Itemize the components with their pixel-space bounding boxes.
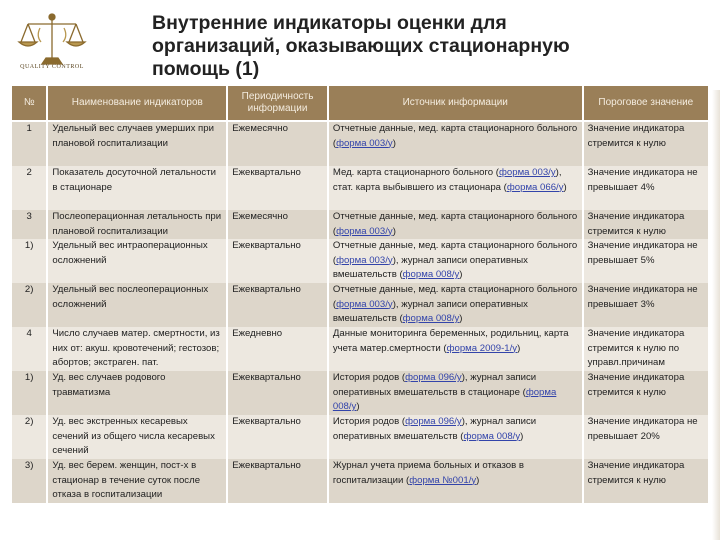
row-number: 2): [12, 283, 48, 327]
indicator-name: Уд. вес случаев родового травматизма: [48, 371, 228, 415]
header-threshold: Пороговое значение: [584, 86, 710, 122]
form-link[interactable]: форма 066/у: [506, 181, 564, 193]
indicator-source: Данные мониторинга беременных, родильниц, карта учета матер.смертности (форма 2009-1/у): [329, 327, 584, 371]
table-row: [12, 415, 710, 459]
header-period: Периодичность информации: [228, 86, 329, 122]
form-link[interactable]: форма 008/у: [332, 386, 557, 412]
indicator-period: Ежеквартально: [228, 239, 329, 283]
form-link[interactable]: форма 003/у: [336, 254, 393, 266]
title-line: Внутренние индикаторы оценки для: [152, 12, 507, 34]
row-number: 4: [12, 327, 48, 371]
logo-caption: QUALITY CONTROL: [20, 64, 84, 70]
form-link[interactable]: форма 003/у: [499, 167, 556, 178]
indicator-period: Ежедневно: [228, 327, 329, 371]
decorative-strip: [712, 90, 720, 540]
threshold-value: Значение индикатора не превышает 20%: [584, 415, 710, 459]
threshold-value: Значение индикатора не превышает 3%: [584, 283, 710, 327]
threshold-value: Значение индикатора стремится к нулю: [584, 210, 710, 239]
scales-icon: [10, 8, 94, 72]
indicator-source: Отчетные данные, мед. карта стационарного больного (форма 003/у): [329, 122, 584, 166]
indicator-period: Ежеквартально: [228, 371, 329, 415]
indicator-name: Удельный вес случаев умерших при плановой госпитализации: [48, 122, 228, 166]
row-number: 2): [12, 415, 48, 459]
row-number: 3: [12, 210, 48, 239]
threshold-value: Значение индикатора стремится к нулю по управл.причинам: [584, 327, 710, 371]
indicator-source: Мед. карта стационарного больного (форма 003/у), стат. карта выбывшего из стационара (форма 066/у): [329, 166, 584, 210]
form-link[interactable]: форма 003/у: [336, 137, 393, 149]
form-link[interactable]: форма 003/у: [336, 298, 393, 310]
indicator-source: Отчетные данные, мед. карта стационарного больного (форма 003/у): [329, 210, 584, 239]
form-link[interactable]: форма 008/у: [463, 430, 521, 442]
table-row: [12, 239, 710, 283]
indicator-period: Ежеквартально: [228, 283, 329, 327]
indicators-table: [12, 86, 710, 503]
form-link[interactable]: форма 008/у: [402, 313, 460, 324]
form-link[interactable]: форма 2009-1/у: [446, 342, 518, 354]
row-number: 1: [12, 122, 48, 166]
table-row: [12, 371, 710, 415]
indicator-name: Показатель досуточной летальности в стационаре: [48, 166, 228, 210]
row-number: 2: [12, 166, 48, 210]
indicator-name: Удельный вес интраоперационных осложнений: [48, 239, 228, 283]
indicator-source: Отчетные данные, мед. карта стационарного больного (форма 003/у), журнал записи оперативных вмешательств (форма 008/у): [329, 283, 584, 327]
threshold-value: Значение индикатора не превышает 4%: [584, 166, 710, 210]
threshold-value: Значение индикатора стремится к нулю: [584, 371, 710, 415]
indicator-period: Ежеквартально: [228, 459, 329, 503]
indicator-period: Ежеквартально: [228, 415, 329, 459]
header-num: №: [12, 86, 48, 122]
title-line: организаций, оказывающих стационарную: [152, 35, 570, 57]
threshold-value: Значение индикатора не превышает 5%: [584, 239, 710, 283]
header-source: Источник информации: [329, 86, 584, 122]
table-row: [12, 283, 710, 327]
form-link[interactable]: форма 096/у: [405, 372, 462, 383]
row-number: 1): [12, 371, 48, 415]
indicator-name: Уд. вес берем. женщин, пост-х в стационар в течение суток после отказа в госпитализации: [48, 459, 228, 503]
row-number: 1): [12, 239, 48, 283]
indicator-name: Послеоперационная летальность при плановой госпитализации: [48, 210, 228, 239]
indicator-name: Число случаев матер. смертности, из них от: акуш. кровотечений; гестозов; абортов; экстраген. пат.: [48, 327, 228, 371]
table-row: [12, 327, 710, 371]
indicator-name: Удельный вес послеоперационных осложнений: [48, 283, 228, 327]
slide-title: [152, 12, 692, 81]
table-row: [12, 166, 710, 210]
indicator-source: История родов (форма 096/у), журнал записи оперативных вмешательств в стационаре (форма 008/у): [329, 371, 584, 415]
header-name: Наименование индикаторов: [48, 86, 228, 122]
indicator-source: Журнал учета приема больных и отказов в госпитализации (форма №001/у): [329, 459, 584, 503]
indicator-period: Ежемесячно: [228, 210, 329, 239]
indicator-period: Ежеквартально: [228, 166, 329, 210]
form-link[interactable]: форма 008/у: [402, 269, 460, 280]
table-body: [12, 122, 710, 503]
threshold-value: Значение индикатора стремится к нулю: [584, 459, 710, 503]
form-link[interactable]: форма №001/у: [409, 474, 477, 486]
indicator-period: Ежемесячно: [228, 122, 329, 166]
table-row: [12, 122, 710, 166]
title-line: помощь (1): [152, 58, 260, 80]
table-header-row: [12, 86, 710, 122]
indicator-source: История родов (форма 096/у), журнал записи оперативных вмешательств (форма 008/у): [329, 415, 584, 459]
row-number: 3): [12, 459, 48, 503]
form-link[interactable]: форма 096/у: [405, 416, 462, 427]
indicator-source: Отчетные данные, мед. карта стационарного больного (форма 003/у), журнал записи оперативных вмешательств (форма 008/у): [329, 239, 584, 283]
table-row: [12, 459, 710, 503]
form-link[interactable]: форма 003/у: [336, 225, 393, 237]
threshold-value: Значение индикатора стремится к нулю: [584, 122, 710, 166]
table-row: [12, 210, 710, 239]
indicator-name: Уд. вес экстренных кесаревых сечений из общего числа кесаревых сечений: [48, 415, 228, 459]
